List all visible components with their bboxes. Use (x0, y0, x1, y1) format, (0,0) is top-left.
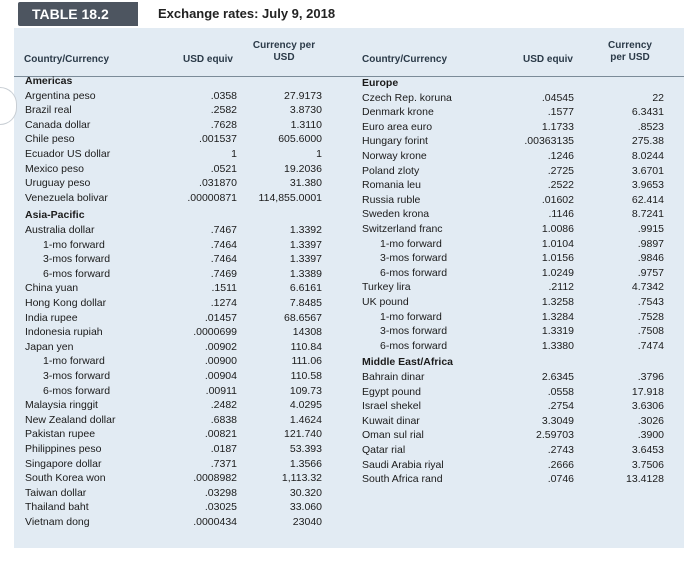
country-name: Uruguay peso (25, 177, 91, 190)
currency-per-usd-value: 14308 (292, 326, 322, 339)
currency-per-usd-value: .9757 (637, 266, 664, 279)
header-rule (14, 76, 684, 77)
country-name: Norway krone (362, 150, 427, 162)
currency-per-usd-value: 114,855.0001 (258, 191, 322, 204)
right-country-header: Country/Currency (362, 54, 448, 65)
currency-per-usd-value: 8.7241 (631, 208, 664, 221)
currency-per-usd-value: 1.3397 (289, 253, 322, 266)
country-name: Chile peso (25, 133, 75, 146)
currency-per-usd-value: 1,113.32 (281, 472, 322, 485)
currency-per-usd-value: 1.4624 (289, 413, 322, 426)
currency-per-usd-value: 68.6567 (284, 311, 322, 324)
currency-per-usd-value: 6.3431 (631, 106, 664, 119)
currency-per-usd-value: 605.6000 (278, 133, 322, 146)
usd-equiv-value: 1.0086 (541, 223, 574, 235)
usd-equiv-value: .2112 (548, 281, 574, 294)
country-name: Russia ruble (362, 193, 421, 206)
usd-equiv-value: 1.3380 (541, 339, 574, 352)
country-name: Euro area euro (362, 120, 433, 133)
country-name: Australia dollar (25, 224, 95, 236)
currency-per-usd-value: 53.393 (289, 443, 322, 455)
left-country-header: Country/Currency (24, 54, 110, 65)
currency-per-usd-value: .9897 (637, 237, 664, 250)
country-name: India rupee (25, 311, 78, 324)
currency-per-usd-value: .9846 (637, 252, 664, 265)
country-name: Sweden krona (362, 208, 430, 221)
usd-equiv-value: 1 (231, 148, 237, 160)
usd-equiv-value: .0187 (210, 443, 237, 455)
country-name: Argentina peso (25, 89, 96, 102)
usd-equiv-value: .7467 (210, 224, 237, 236)
currency-per-usd-value: 31.380 (289, 177, 322, 190)
usd-equiv-value: .01602 (541, 193, 574, 206)
usd-equiv-value: .00821 (204, 428, 237, 441)
country-name: Czech Rep. koruna (362, 91, 452, 104)
country-name: Ecuador US dollar (25, 148, 111, 160)
country-name: Malaysia ringgit (25, 399, 98, 412)
usd-equiv-value: .2743 (547, 444, 574, 456)
country-name: Oman sul rial (362, 429, 424, 442)
country-name: Switzerland franc (362, 223, 443, 235)
currency-per-usd-value: 3.6701 (631, 164, 664, 177)
usd-equiv-value: .7628 (210, 118, 237, 131)
country-name: Turkey lira (362, 281, 411, 294)
left-usd-equiv-header: USD equiv (182, 54, 233, 65)
currency-per-usd-value: 4.7342 (631, 281, 664, 294)
currency-per-usd-value: 4.0295 (289, 399, 322, 412)
country-name: 1-mo forward (380, 237, 442, 250)
currency-per-usd-value: 6.6161 (289, 282, 322, 295)
usd-equiv-value: .0558 (547, 385, 574, 398)
country-name: 6-mos forward (380, 266, 448, 279)
usd-equiv-value: .031870 (199, 177, 237, 190)
currency-per-usd-value: .7528 (637, 310, 664, 323)
usd-equiv-value: .0008982 (193, 472, 237, 485)
usd-equiv-value: .1146 (548, 208, 574, 221)
country-name: Denmark krone (362, 106, 434, 119)
currency-per-usd-value: .3796 (637, 371, 664, 383)
currency-per-usd-value: .3900 (637, 429, 664, 442)
usd-equiv-value: .00904 (204, 370, 237, 382)
currency-per-usd-value: 13.4128 (626, 473, 664, 486)
currency-per-usd-value: 110.58 (290, 370, 322, 382)
usd-equiv-value: 1.3258 (541, 296, 574, 308)
currency-per-usd-value: 3.7506 (631, 458, 664, 471)
country-name: Pakistan rupee (25, 428, 96, 441)
usd-equiv-value: .1274 (210, 297, 237, 309)
country-name: Taiwan dollar (25, 486, 87, 499)
country-name: UK pound (362, 296, 409, 308)
country-name: 6-mos forward (380, 339, 448, 352)
country-name: Thailand baht (25, 501, 89, 514)
usd-equiv-value: .00911 (205, 384, 237, 397)
country-name: Japan yen (25, 340, 74, 353)
country-name: 3-mos forward (380, 325, 448, 338)
usd-equiv-value: 2.6345 (541, 371, 574, 383)
usd-equiv-value: .01457 (204, 311, 237, 324)
region-heading: Asia-Pacific (25, 209, 85, 222)
usd-equiv-value: 1.0249 (541, 266, 574, 279)
currency-per-usd-value: 1.3110 (290, 118, 322, 131)
usd-equiv-value: .1246 (547, 150, 574, 162)
currency-per-usd-value: 62.414 (631, 193, 664, 206)
currency-per-usd-value: 3.9653 (631, 179, 664, 192)
currency-per-usd-value: 109.73 (289, 384, 322, 397)
right-usd-equiv-header: USD equiv (522, 54, 573, 65)
currency-per-usd-value: 33.060 (289, 501, 322, 514)
currency-per-usd-value: 22 (652, 91, 664, 104)
usd-equiv-value: .0521 (210, 162, 237, 175)
country-name: Kuwait dinar (362, 414, 420, 427)
usd-equiv-value: .2666 (547, 458, 574, 471)
country-name: Romania leu (362, 179, 421, 192)
right-currency-per-usd-header: Currency per USD (608, 40, 652, 63)
usd-equiv-value: 1.0156 (541, 252, 574, 265)
usd-equiv-value: .1511 (211, 282, 237, 295)
country-name: Vietnam dong (25, 516, 90, 528)
country-name: 6-mos forward (43, 384, 111, 397)
currency-per-usd-value: 1.3397 (289, 238, 322, 251)
usd-equiv-value: .1577 (547, 106, 574, 119)
country-name: Israel shekel (362, 400, 421, 413)
country-name: Hungary forint (362, 135, 428, 148)
country-name: Qatar rial (362, 444, 406, 456)
country-name: Canada dollar (25, 118, 91, 131)
country-name: Indonesia rupiah (25, 326, 103, 339)
currency-per-usd-value: 7.8485 (289, 297, 322, 309)
region-heading: Americas (25, 75, 73, 87)
usd-equiv-value: .03025 (204, 501, 237, 514)
country-name: 1-mo forward (43, 355, 105, 368)
country-name: 3-mos forward (43, 253, 111, 266)
usd-equiv-value: 3.3049 (541, 414, 574, 427)
currency-per-usd-value: 17.918 (631, 385, 664, 398)
usd-equiv-value: .00000871 (187, 191, 237, 204)
country-name: South Africa rand (362, 473, 443, 486)
usd-equiv-value: .2522 (547, 179, 574, 192)
usd-equiv-value: .04545 (541, 91, 574, 104)
usd-equiv-value: .7464 (210, 238, 237, 251)
currency-per-usd-value: 1 (316, 148, 322, 160)
usd-equiv-value: .0746 (547, 473, 574, 486)
country-name: China yuan (25, 282, 79, 295)
usd-equiv-value: 2.59703 (536, 429, 574, 442)
country-name: Bahrain dinar (362, 371, 425, 383)
usd-equiv-value: .2754 (547, 400, 574, 413)
country-name: Poland zloty (362, 164, 420, 177)
usd-equiv-value: 1.0104 (541, 237, 574, 250)
region-heading: Europe (362, 77, 399, 89)
country-name: 6-mos forward (43, 267, 111, 280)
usd-equiv-value: .0000434 (193, 516, 237, 528)
table-label: TABLE 18.2 (18, 2, 138, 26)
currency-per-usd-value: 3.8730 (289, 104, 322, 117)
usd-equiv-value: .0000699 (193, 326, 237, 339)
country-name: Hong Kong dollar (25, 297, 107, 309)
currency-per-usd-value: .7543 (637, 296, 664, 308)
region-heading: Middle East/Africa (362, 356, 454, 369)
usd-equiv-value: .001537 (199, 133, 237, 146)
usd-equiv-value: 1.3284 (541, 310, 574, 323)
currency-per-usd-value: .7508 (637, 325, 664, 338)
country-name: 3-mos forward (43, 370, 111, 382)
currency-per-usd-value: .8523 (637, 120, 664, 133)
currency-per-usd-value: 23040 (292, 516, 322, 528)
currency-per-usd-value: 121.740 (284, 428, 322, 441)
country-name: Brazil real (25, 104, 72, 117)
country-name: 1-mo forward (43, 238, 105, 251)
country-name: Singapore dollar (25, 457, 102, 470)
country-name: Saudi Arabia riyal (362, 458, 444, 471)
usd-equiv-value: 1.3319 (541, 325, 574, 338)
usd-equiv-value: .7464 (210, 253, 237, 266)
currency-per-usd-value: 8.0244 (631, 150, 664, 162)
currency-per-usd-value: 1.3566 (289, 457, 322, 470)
currency-per-usd-value: .7474 (637, 339, 664, 352)
usd-equiv-value: .2482 (210, 399, 237, 412)
currency-per-usd-value: 111.06 (291, 355, 322, 368)
country-name: Mexico peso (25, 162, 84, 175)
currency-per-usd-value: 27.9173 (284, 89, 322, 102)
usd-equiv-value: .2582 (210, 104, 237, 117)
country-name: New Zealand dollar (25, 413, 116, 426)
currency-per-usd-value: 275.38 (631, 135, 664, 148)
usd-equiv-value: .0358 (210, 89, 237, 102)
table-caption: Exchange rates: July 9, 2018 (158, 6, 336, 21)
country-name: Venezuela bolivar (25, 191, 108, 204)
currency-per-usd-value: 1.3392 (289, 224, 322, 236)
usd-equiv-value: .00900 (204, 355, 237, 368)
usd-equiv-value: .03298 (204, 486, 237, 499)
usd-equiv-value: .00902 (204, 340, 237, 353)
usd-equiv-value: .7371 (210, 457, 237, 470)
usd-equiv-value: 1.1733 (541, 120, 574, 133)
usd-equiv-value: .7469 (210, 267, 237, 280)
currency-per-usd-value: .9915 (637, 223, 664, 235)
currency-per-usd-value: 30.320 (289, 486, 322, 499)
currency-per-usd-value: 1.3389 (289, 267, 322, 280)
country-name: Philippines peso (25, 443, 102, 455)
currency-per-usd-value: 110.84 (290, 340, 322, 353)
usd-equiv-value: .00363135 (524, 135, 574, 148)
usd-equiv-value: .2725 (547, 164, 574, 177)
left-currency-per-usd-header: Currency per USD (252, 40, 316, 63)
country-name: 3-mos forward (380, 252, 448, 265)
usd-equiv-value: .6838 (210, 413, 237, 426)
country-name: 1-mo forward (380, 310, 442, 323)
country-name: Egypt pound (362, 385, 421, 398)
country-name: South Korea won (25, 472, 106, 485)
currency-per-usd-value: .3026 (637, 414, 664, 427)
currency-per-usd-value: 3.6306 (631, 400, 664, 413)
currency-per-usd-value: 3.6453 (631, 444, 664, 456)
currency-per-usd-value: 19.2036 (284, 162, 322, 175)
